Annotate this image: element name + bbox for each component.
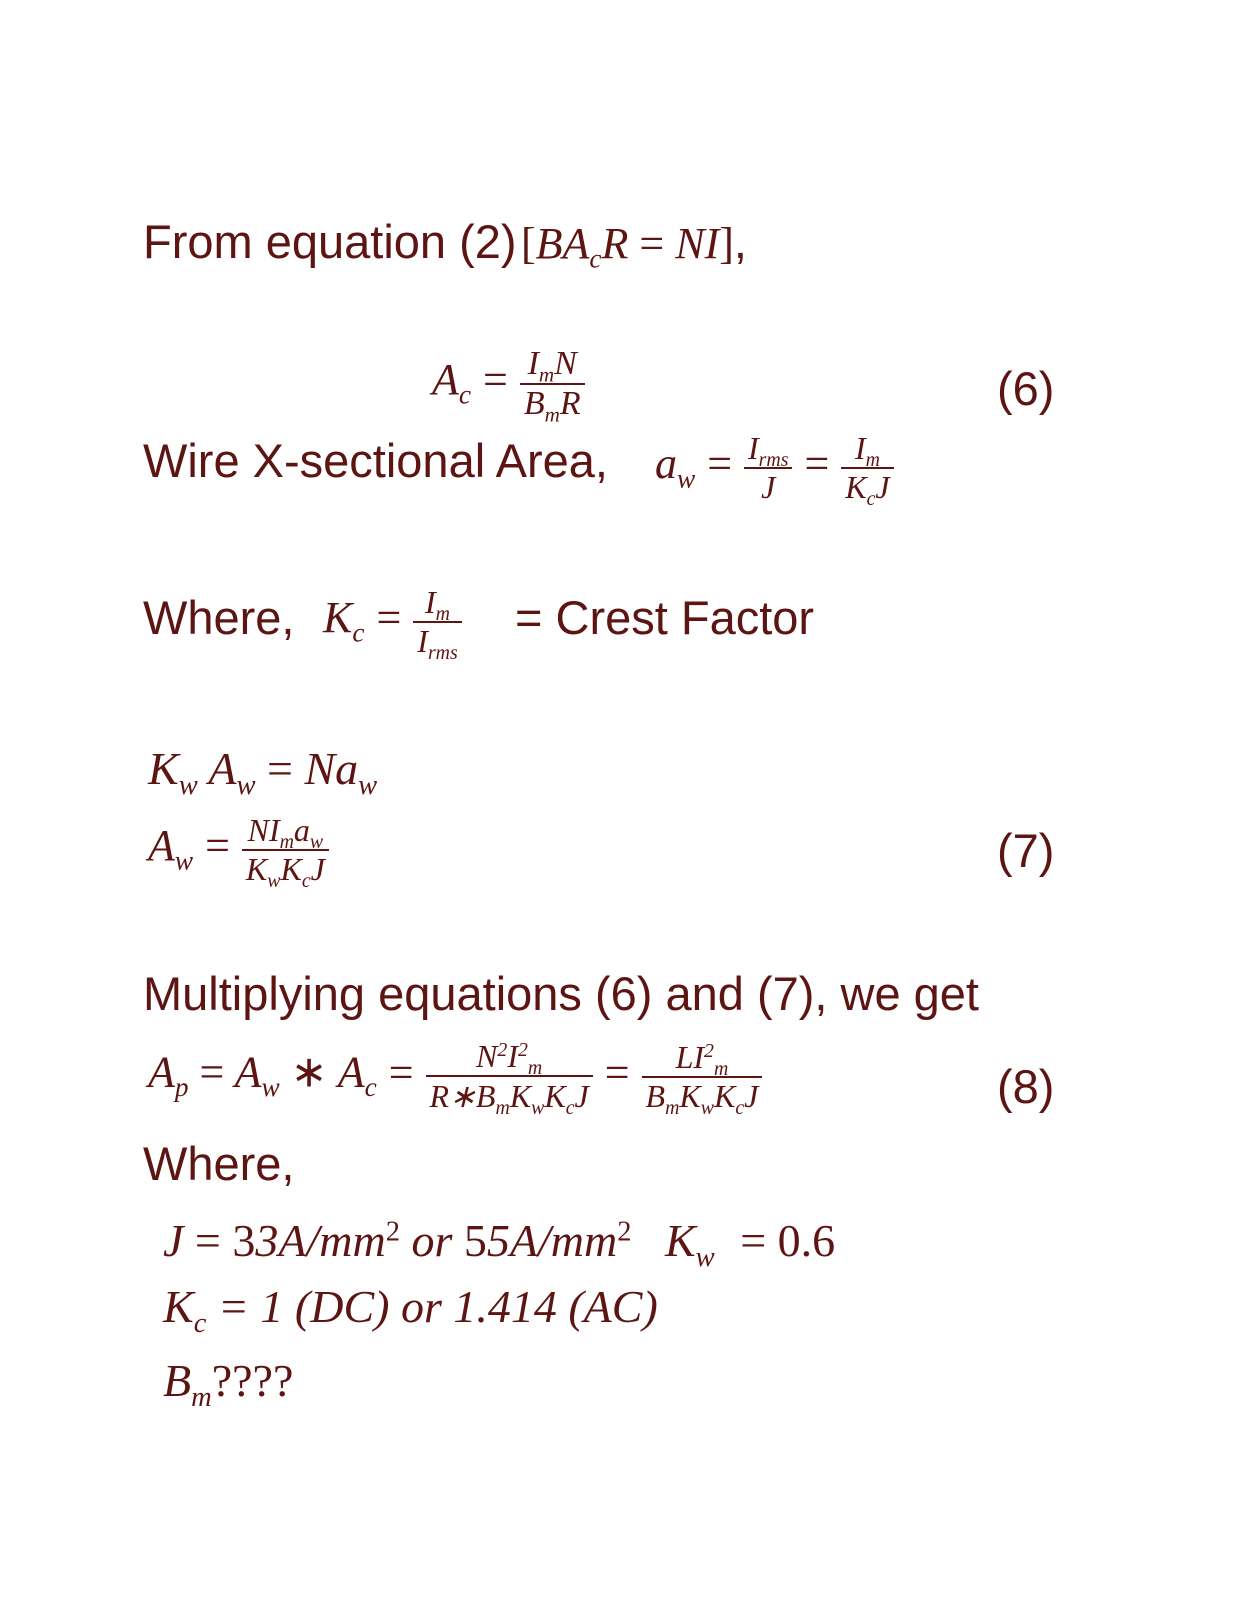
kw-value: = 0.6 <box>740 1215 836 1266</box>
window-area-relation: $K_w$ $A_w = Na_w$ <box>148 743 378 801</box>
wire-area-line <box>143 434 608 487</box>
current-density-line: $J = 33A/mm^2$ or $55A/mm^2$ $K_w = 0.6$ <box>163 1215 836 1273</box>
j-value: 3A/mm <box>255 1215 386 1266</box>
crest-factor-values: $K_c = 1$ (DC) or 1.414 (AC) <box>163 1281 658 1339</box>
equation-6: $A_c$ = $\frac{I_mN}{B_mR}$ <box>432 345 585 423</box>
crest-factor-label: = Crest Factor <box>515 591 815 644</box>
crest-factor-line <box>143 591 295 644</box>
intro-text: From equation (2) <box>143 215 517 268</box>
equation-7-number: (7) <box>997 824 1055 877</box>
bm-value: ???? <box>211 1355 294 1406</box>
equation-6-number: (6) <box>997 362 1055 415</box>
where-label: Where, <box>143 591 295 644</box>
intro-line: From equation (2) $[BA_cR = NI]$, <box>143 215 747 274</box>
wire-area-label: Wire X-sectional Area, <box>143 434 608 487</box>
equation-8: $A_p = A_w$ ∗ $A_c$ = $\frac{N^2I^2_m}{R∗B_mK_wK_cJ}$ = $\frac{LI^2_m}{B_mK_wK_cJ}$ <box>148 1038 762 1115</box>
flux-density-question: $B_m$???? <box>163 1355 294 1413</box>
kc-value: = 1 (DC) or 1.414 (AC) <box>217 1281 658 1332</box>
where-label-2: Where, <box>143 1137 295 1190</box>
magnetic-circuit-equation: $[BA_cR = NI]$ <box>521 219 734 274</box>
equation-7: $A_w$ = $\frac{NI_ma_w}{K_wK_cJ}$ <box>148 812 329 888</box>
crest-factor-equation: $K_c$ = $\frac{I_m}{I_{rms}}$ <box>323 584 462 660</box>
equation-8-number: (8) <box>997 1060 1055 1113</box>
multiplying-text: Multiplying equations (6) and (7), we get <box>143 967 979 1020</box>
j-alt-value: 5A/mm <box>486 1215 618 1266</box>
wire-area-equation: $a_w$ = $\frac{I_{rms}}{J}$ = $\frac{I_m}{K_cJ}$ <box>655 430 894 506</box>
